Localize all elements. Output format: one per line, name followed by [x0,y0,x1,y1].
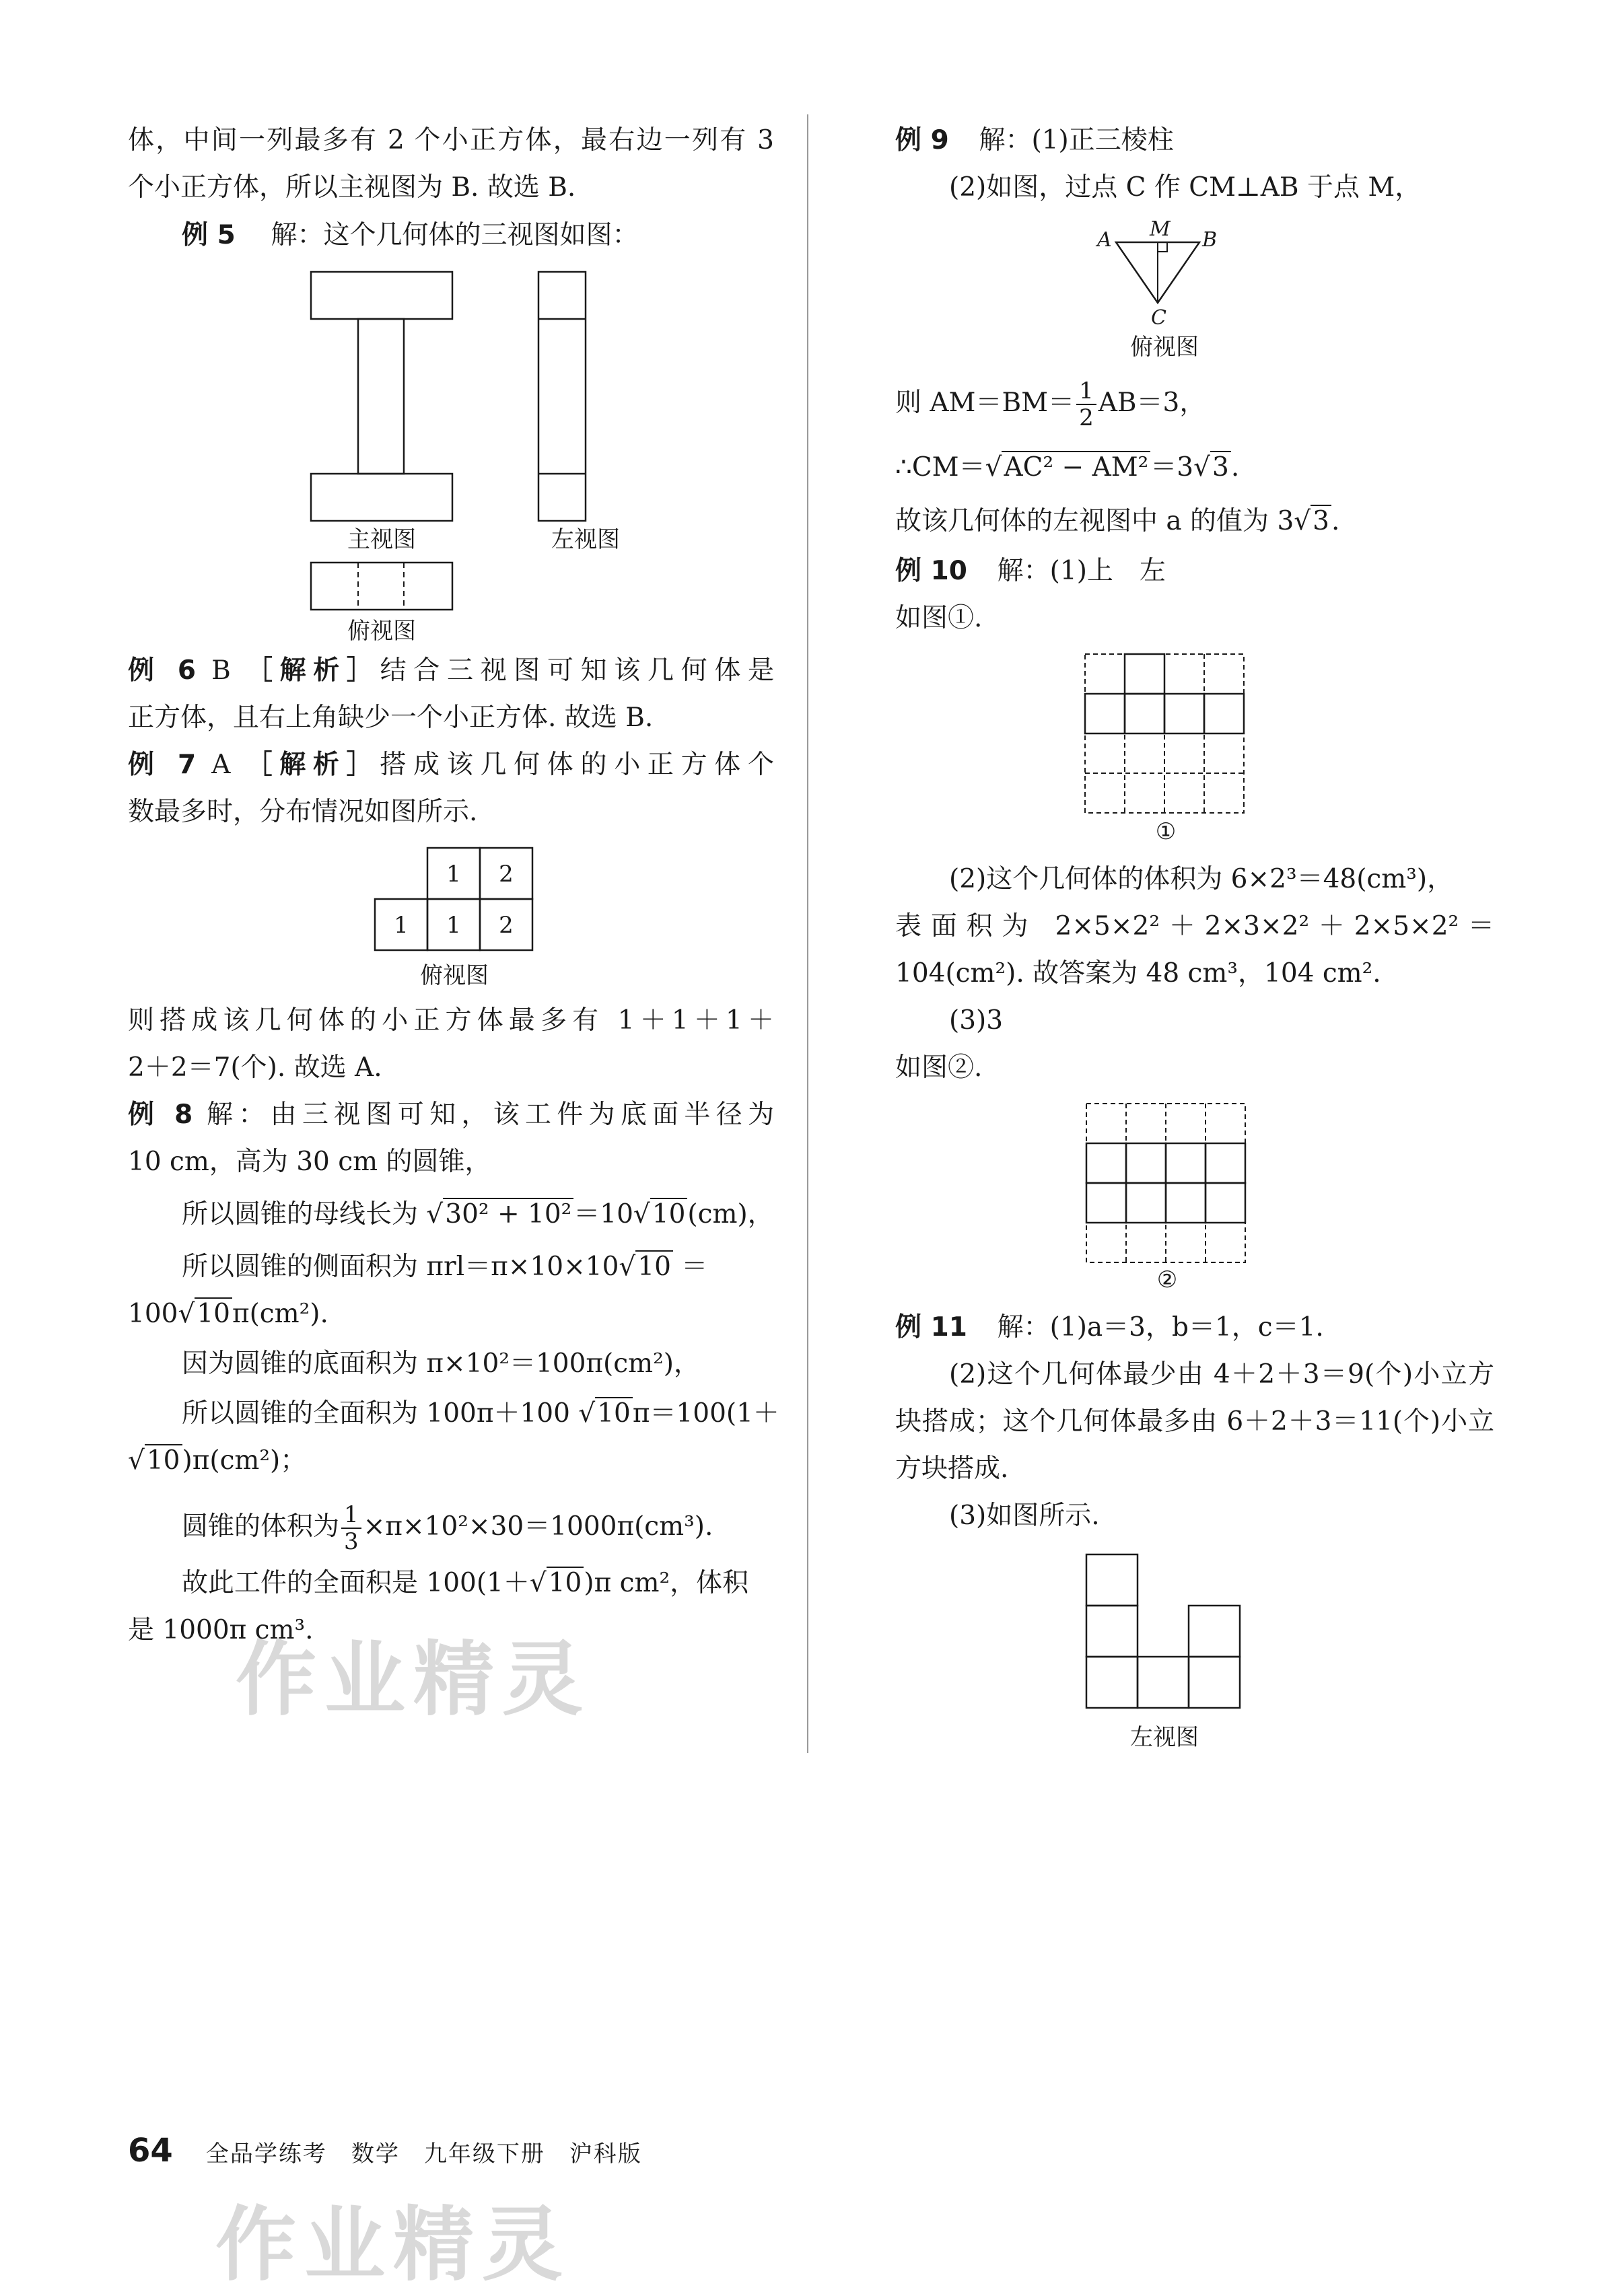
radicand: 10 [195,1297,232,1329]
text-line: 表面积为 2×5×2²＋2×3×2²＋2×5×2²＝ [895,911,1494,941]
math-line [895,503,1339,540]
math-text: . [1331,506,1340,536]
example-text: 解：(1)a＝3，b＝1，c＝1. [997,1312,1324,1342]
sqrt-expression: √10 [619,1249,673,1285]
math-text: ＝3 [1150,452,1194,482]
example-label: 例 8 [128,1100,193,1130]
sqrt-expression: √10 [530,1565,584,1602]
math-text: 所以圆锥的全面积为 100π＋100 [182,1398,570,1429]
math-line [128,1296,328,1332]
text-line: (2)这个几何体最少由 4＋2＋3＝9(个)小立方 [949,1359,1494,1390]
left-view-strip [538,272,586,521]
math-text: 故该几何体的左视图中 a 的值为 3 [895,506,1294,536]
example-text: 解：(1)上 左 [997,556,1166,586]
front-view-bottom-block [311,474,452,521]
math-line [895,450,1239,486]
math-line [182,1396,779,1432]
watermark: 作业精灵 [236,1633,591,1727]
caption-front-view: 主视图 [347,526,416,553]
math-line: 因为圆锥的底面积为 π×10²＝100π(cm²)， [182,1349,700,1379]
sqrt-expression: √10 [128,1443,182,1479]
ex10-grid-figure-1 [1084,653,1248,817]
caption-top-view: 俯视图 [347,618,416,645]
example-text: 结合三视图可知该几何体是 [380,655,774,686]
example-label: 例 5 [182,220,236,250]
text-line: 104(cm²). 故答案为 48 cm³，104 cm². [895,958,1381,989]
analysis-tag: ［解析］ [246,750,380,780]
numerator: 1 [1076,378,1096,405]
fraction [1076,378,1096,431]
text-line: 正方体，且右上角缺少一个小正方体. 故选 B. [128,703,654,733]
analysis-tag: ［解析］ [246,655,380,686]
ex10-grid-figure-2 [1085,1102,1249,1266]
example-label: 例 11 [895,1312,967,1342]
example-text: 搭成该几何体的小正方体个 [380,750,774,780]
text-line: 2＋2＝7(个). 故选 A. [128,1052,382,1083]
text-line: 块搭成；这个几何体最多由 6＋2＋3＝11(个)小立 [895,1406,1494,1437]
ex7-top-view-grid [374,847,535,954]
example-9-line [895,122,1174,159]
math-line [128,1443,306,1479]
text-line: 体，中间一列最多有 2 个小正方体，最右边一列有 3 [128,125,774,155]
caption-left-view: 左视图 [1130,1724,1199,1751]
math-text: AB＝3， [1098,388,1206,418]
sqrt-expression: √AC² − AM² [985,450,1151,486]
math-text: 所以圆锥的母线长为 [182,1199,419,1229]
example-label: 例 9 [895,125,949,155]
grid-cell-value: 2 [499,861,514,888]
radicand: 30² + 10² [443,1198,573,1229]
math-text: ＝ [681,1252,708,1282]
radicand: 3 [1311,505,1331,536]
example-8-line [128,1097,774,1133]
math-text: ×π×10²×30＝1000π(cm³). [363,1511,713,1542]
point-label-a: A [1097,228,1112,252]
math-line: 是 1000π cm³. [128,1615,314,1645]
math-text: ＝10 [573,1199,633,1229]
math-text: . [1230,452,1240,482]
caption-top-view: 俯视图 [420,962,489,989]
math-text: (cm)， [687,1199,774,1229]
grid-cell-value: 1 [446,912,461,939]
ex5-three-views-figure [310,271,606,661]
radicand: 10 [145,1444,182,1476]
math-text: ∴CM＝ [895,452,985,482]
fraction [341,1502,361,1554]
radicand: 10 [650,1198,688,1229]
math-text: 100 [128,1299,178,1329]
example-text: 解：这个几何体的三视图如图： [271,220,639,250]
math-text: 圆锥的体积为 [182,1511,340,1542]
math-text: )π(cm²)； [182,1445,307,1476]
point-label-c: C [1151,306,1166,330]
column-divider [807,114,808,1753]
sqrt-expression: √3 [1193,450,1231,486]
math-line [182,1249,707,1285]
example-6-line [128,653,774,689]
math-line [182,1196,774,1233]
text-line: 如图②. [895,1052,983,1083]
answer-letter: A [211,750,231,780]
radicand: 10 [635,1250,673,1282]
radicand: 3 [1210,451,1231,482]
text-line: (2)这个几何体的体积为 6×2³＝48(cm³)， [949,864,1454,894]
grid-cell-value: 1 [446,861,461,888]
text-line: 个小正方体，所以主视图为 B. 故选 B. [128,172,576,203]
example-text: 解：(1)正三棱柱 [979,125,1174,155]
book-info: 全品学练考 数学 九年级下册 沪科版 [205,2141,642,2167]
page-footer [128,2132,642,2169]
grid-cell-value: 2 [499,912,514,939]
radicand: 10 [547,1567,584,1598]
math-text: 故此工件的全面积是 100(1＋ [182,1568,530,1598]
point-label-m: M [1150,217,1171,241]
top-view-rect [311,563,452,610]
front-view-column [358,319,404,474]
answer-letter: B [211,655,231,686]
ex9-triangle-figure [1090,215,1238,330]
text-line: (3)3 [949,1005,1004,1036]
sqrt-expression: √10 [633,1196,688,1233]
sqrt-expression: √3 [1294,503,1331,540]
example-label: 例 7 [128,750,197,780]
math-text: )π cm²，体积 [584,1568,749,1598]
watermark: 作业精灵 [215,2198,571,2292]
example-7-line [128,747,774,783]
figure-label: ② [1156,1266,1178,1293]
point-label-b: B [1202,228,1218,252]
example-11-line [895,1310,1324,1346]
caption-left-view: 左视图 [551,526,620,553]
example-label: 例 10 [895,556,967,586]
example-label: 例 6 [128,655,197,686]
example-5-heading [182,217,639,254]
sqrt-expression: √30² + 10² [426,1196,573,1233]
example-text: 解：由三视图可知，该工件为底面半径为 [207,1100,774,1130]
sqrt-expression: √10 [578,1396,633,1432]
radicand: AC² − AM² [1002,451,1150,482]
front-view-top-block [311,272,452,319]
math-line [182,1502,713,1554]
denominator: 3 [344,1528,359,1555]
radicand: 10 [595,1397,633,1429]
denominator: 2 [1079,404,1094,431]
example-10-line [895,553,1166,589]
caption-top-view: 俯视图 [1130,334,1199,361]
math-line [895,378,1206,431]
math-text: π＝100(1＋ [632,1398,779,1429]
math-text: 所以圆锥的侧面积为 πrl＝π×10×10 [182,1252,619,1282]
math-text: 则 AM＝BM＝ [895,388,1075,418]
text-line: 如图①. [895,603,983,633]
page-number: 64 [128,2132,173,2169]
grid-cell-value: 1 [394,912,409,939]
numerator: 1 [341,1502,361,1529]
text-line: (3)如图所示. [949,1501,1100,1531]
sqrt-expression: √10 [178,1296,232,1332]
text-line: 10 cm，高为 30 cm 的圆锥， [128,1147,491,1177]
text-line: (2)如图，过点 C 作 CM⊥AB 于点 M， [949,172,1422,203]
math-line [182,1565,748,1602]
text-line: 则搭成该几何体的小正方体最多有 1＋1＋1＋ [128,1005,774,1036]
math-text: π(cm²). [232,1299,328,1329]
ex11-left-view-figure [1085,1553,1244,1713]
figure-label: ① [1155,818,1177,845]
text-line: 数最多时，分布情况如图所示. [128,797,478,827]
text-line: 方块搭成. [895,1454,1009,1484]
